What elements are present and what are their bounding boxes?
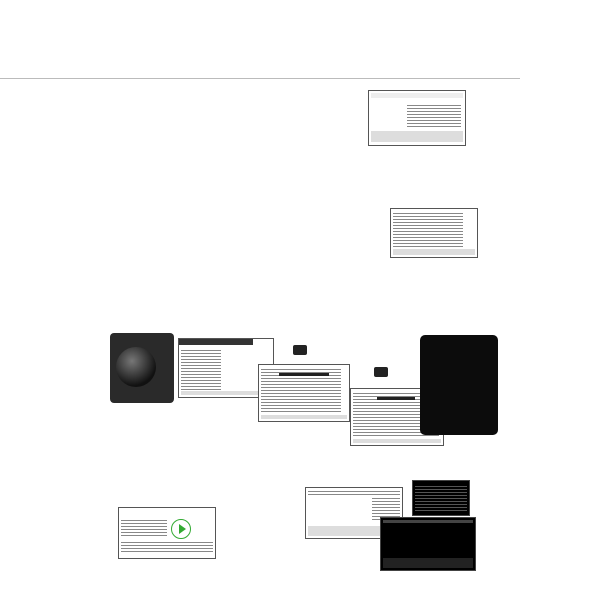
night-side-panel <box>412 480 470 516</box>
menu-screen-2 <box>258 364 350 422</box>
dsc-display <box>390 208 478 258</box>
night-mode-display <box>380 517 476 571</box>
header-rule <box>0 78 520 79</box>
scan-display <box>368 90 466 146</box>
channel-knob[interactable] <box>116 347 156 387</box>
play-icon[interactable] <box>171 519 191 539</box>
press1-key <box>293 345 307 355</box>
numeric-keypad <box>420 335 498 435</box>
replay-display <box>118 507 216 559</box>
press2-key <box>374 367 388 377</box>
radio-panel <box>110 333 174 403</box>
